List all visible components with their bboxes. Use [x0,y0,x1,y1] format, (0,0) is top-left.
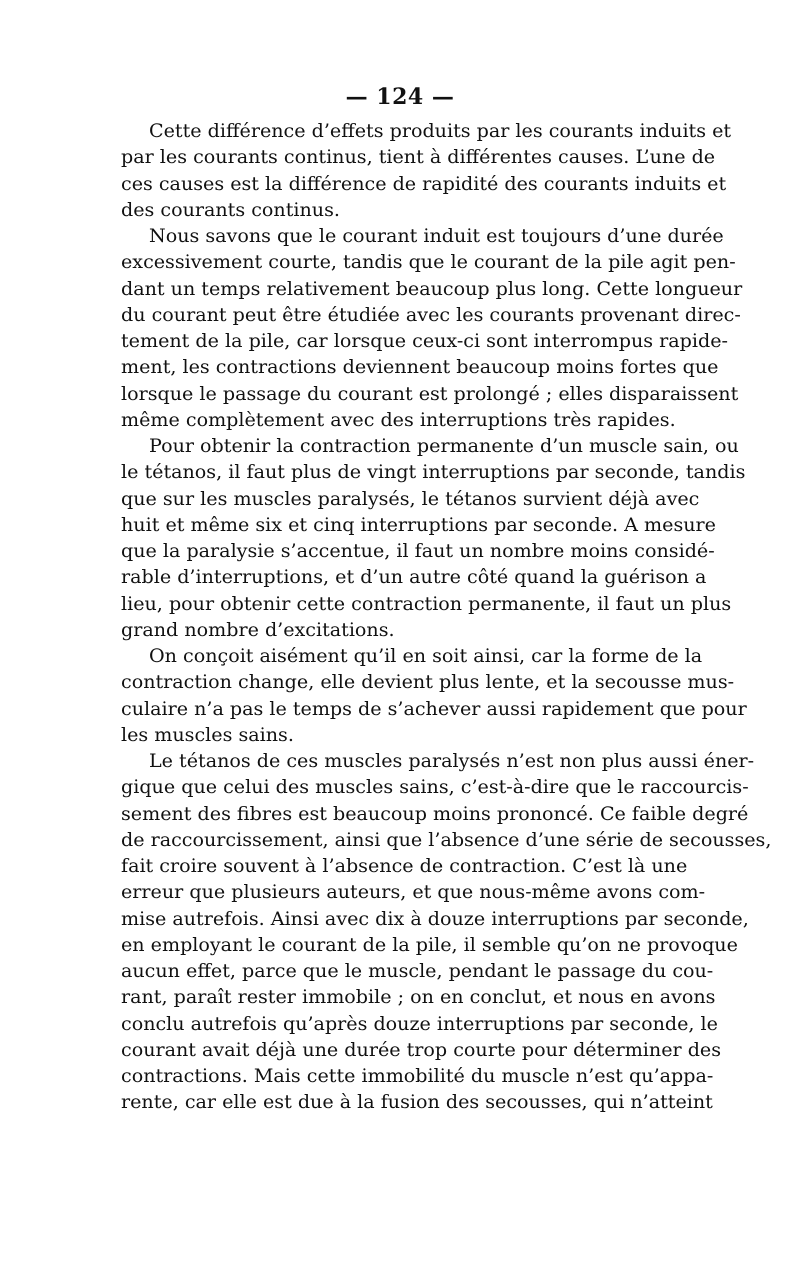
text-line: Pour obtenir la contraction permanente d’un muscle sain, ou [149,434,739,457]
text-line: par les courants continus, tient à différentes causes. L’une de [121,145,716,169]
text-line: ces causes est la différence de rapidité des courants induits et [121,171,727,195]
text-line: même complètement avec des interruptions très rapides. [121,407,676,431]
text-line: courant avait déjà une durée trop courte pour déterminer des [121,1037,722,1061]
text-line: grand nombre d’excitations. [121,617,395,641]
text-line: Cette différence d’effets produits par les courants induits et [149,119,732,142]
text-line: tement de la pile, car lorsque ceux-ci sont interrompus rapide- [121,329,728,352]
text-line: conclu autrefois qu’après douze interruptions par seconde, le [121,1011,718,1035]
text-line: que sur les muscles paralysés, le tétanos survient déjà avec [121,486,700,510]
text-line: contraction change, elle devient plus lente, et la secousse mus- [121,670,735,694]
text-line: des courants continus. [121,197,340,221]
text-line: rente, car elle est due à la fusion des secousses, qui n’atteint [121,1090,713,1114]
text-line: sement des fibres est beaucoup moins prononcé. Ce faible degré [121,801,749,825]
text-line: lorsque le passage du courant est prolongé ; elles disparaissent [121,381,739,405]
text-line: rable d’interruptions, et d’un autre côté quand la guérison a [121,565,707,589]
text-line: Le tétanos de ces muscles paralysés n’est non plus aussi éner- [149,749,755,772]
text-line: mise autrefois. Ainsi avec dix à douze interruptions par seconde, [121,906,749,930]
text-line: les muscles sains. [121,722,294,746]
paragraph-2 [121,223,743,433]
text-line: lieu, pour obtenir cette contraction permanente, il faut un plus [121,591,732,615]
text-line: ment, les contractions deviennent beaucoup moins fortes que [121,355,719,379]
text-line: que la paralysie s’accentue, il faut un nombre moins considé- [121,539,715,562]
paragraph-3 [121,433,746,643]
page-number: — 124 — [345,84,455,110]
text-line: On conçoit aisément qu’il en soit ainsi, car la forme de la [149,644,703,667]
text-line: en employant le courant de la pile, il semble qu’on ne provoque [121,932,738,956]
text-line: contractions. Mais cette immobilité du muscle n’est qu’appa- [121,1064,714,1087]
text-line: erreur que plusieurs auteurs, et que nous-même avons com- [121,880,706,904]
text-line: fait croire souvent à l’absence de contraction. C’est là une [121,854,688,877]
text-line: de raccourcissement, ainsi que l’absence d’une série de secousses, [121,827,772,851]
paragraph-1 [121,118,732,223]
text-line: gique que celui des muscles sains, c’est-à-dire que le raccourcis- [121,775,749,799]
text-line: aucun effet, parce que le muscle, pendant le passage du cou- [121,959,714,982]
paragraph-4 [121,643,747,748]
text-line: huit et même six et cinq interruptions par seconde. A mesure [121,512,716,536]
text-line: excessivement courte, tandis que le courant de la pile agit pen- [121,250,736,274]
text-line: Nous savons que le courant induit est toujours d’une durée [149,224,724,247]
body-text [121,118,772,1116]
text-line: rant, paraît rester immobile ; on en conclut, et nous en avons [121,985,716,1009]
text-line: le tétanos, il faut plus de vingt interruptions par seconde, tandis [121,460,746,484]
paragraph-5 [121,748,772,1116]
text-line: dant un temps relativement beaucoup plus long. Cette longueur [121,276,743,300]
text-line: du courant peut être étudiée avec les courants provenant direc- [121,302,741,326]
text-line: culaire n’a pas le temps de s’achever aussi rapidement que pour [121,696,747,720]
